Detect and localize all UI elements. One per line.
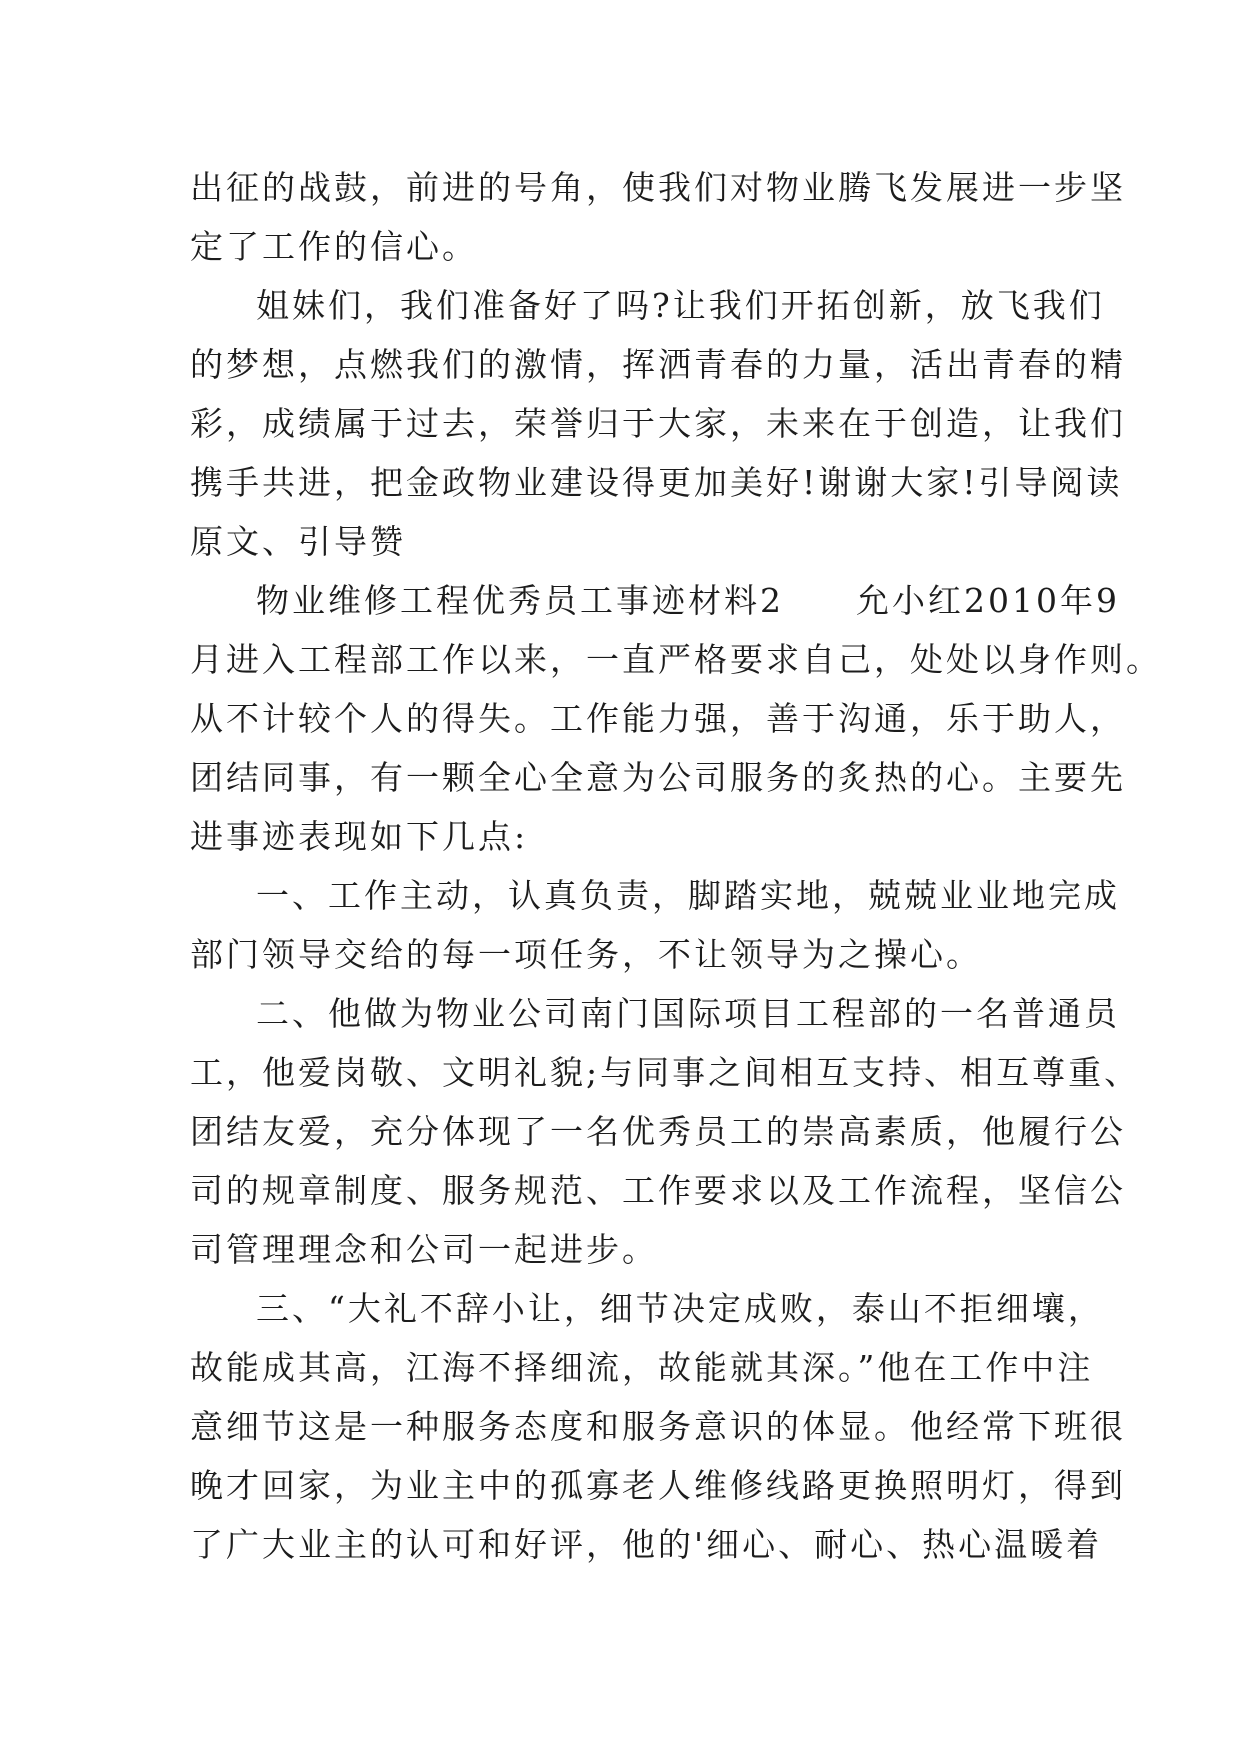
paragraph-5-line-4: 司的规章制度、服务规范、工作要求以及工作流程，坚信公 (190, 1171, 1126, 1210)
paragraph-2-line-4: 携手共进，把金政物业建设得更加美好!谢谢大家!引导阅读 (190, 463, 1123, 502)
paragraph-5-line-3: 团结友爱，充分体现了一名优秀员工的崇高素质，他履行公 (190, 1112, 1126, 1151)
paragraph-6-line-1: 三、“大礼不辞小让，细节决定成败，泰山不拒细壤， (256, 1289, 1104, 1328)
paragraph-6-line-2: 故能成其高，江海不择细流，故能就其深。”他在工作中注 (190, 1348, 1094, 1387)
paragraph-5-line-1: 二、他做为物业公司南门国际项目工程部的一名普通员 (256, 994, 1120, 1033)
paragraph-4-line-1: 一、工作主动，认真负责，脚踏实地，兢兢业业地完成 (256, 876, 1120, 915)
paragraph-2-line-1: 姐妹们，我们准备好了吗?让我们开拓创新，放飞我们 (256, 286, 1105, 325)
paragraph-2 (190, 276, 1126, 571)
paragraph-3 (190, 571, 1162, 866)
document-body (190, 158, 1162, 1574)
paragraph-3-line-2: 月进入工程部工作以来，一直严格要求自己，处处以身作则。 (190, 640, 1162, 679)
paragraph-3-line-4: 团结同事，有一颗全心全意为公司服务的炙热的心。主要先 (190, 758, 1126, 797)
paragraph-3-line-1: 物业维修工程优秀员工事迹材料2 允小红2010年9 (256, 581, 1120, 620)
paragraph-1-line-2: 定了工作的信心。 (190, 227, 478, 266)
paragraph-6 (190, 1279, 1126, 1574)
paragraph-6-line-4: 晚才回家，为业主中的孤寡老人维修线路更换照明灯，得到 (190, 1466, 1126, 1505)
paragraph-6-line-3: 意细节这是一种服务态度和服务意识的体显。他经常下班很 (190, 1407, 1126, 1446)
paragraph-3-line-3: 从不计较个人的得失。工作能力强，善于沟通，乐于助人， (190, 699, 1126, 738)
paragraph-5 (190, 984, 1141, 1279)
paragraph-1 (190, 158, 1126, 276)
paragraph-1-line-1: 出征的战鼓，前进的号角，使我们对物业腾飞发展进一步坚 (190, 168, 1126, 207)
paragraph-4 (190, 866, 1120, 984)
paragraph-2-line-3: 彩，成绩属于过去，荣誉归于大家，未来在于创造，让我们 (190, 404, 1126, 443)
paragraph-4-line-2: 部门领导交给的每一项任务，不让领导为之操心。 (190, 935, 982, 974)
paragraph-2-line-5: 原文、引导赞 (190, 522, 406, 561)
paragraph-5-line-2: 工，他爱岗敬、文明礼貌;与同事之间相互支持、相互尊重、 (190, 1053, 1141, 1092)
paragraph-3-line-5: 进事迹表现如下几点: (190, 817, 529, 856)
paragraph-5-line-5: 司管理理念和公司一起进步。 (190, 1230, 658, 1269)
paragraph-2-line-2: 的梦想，点燃我们的激情，挥洒青春的力量，活出青春的精 (190, 345, 1126, 384)
paragraph-6-line-5: 了广大业主的认可和好评，他的'细心、耐心、热心温暖着 (190, 1525, 1103, 1564)
